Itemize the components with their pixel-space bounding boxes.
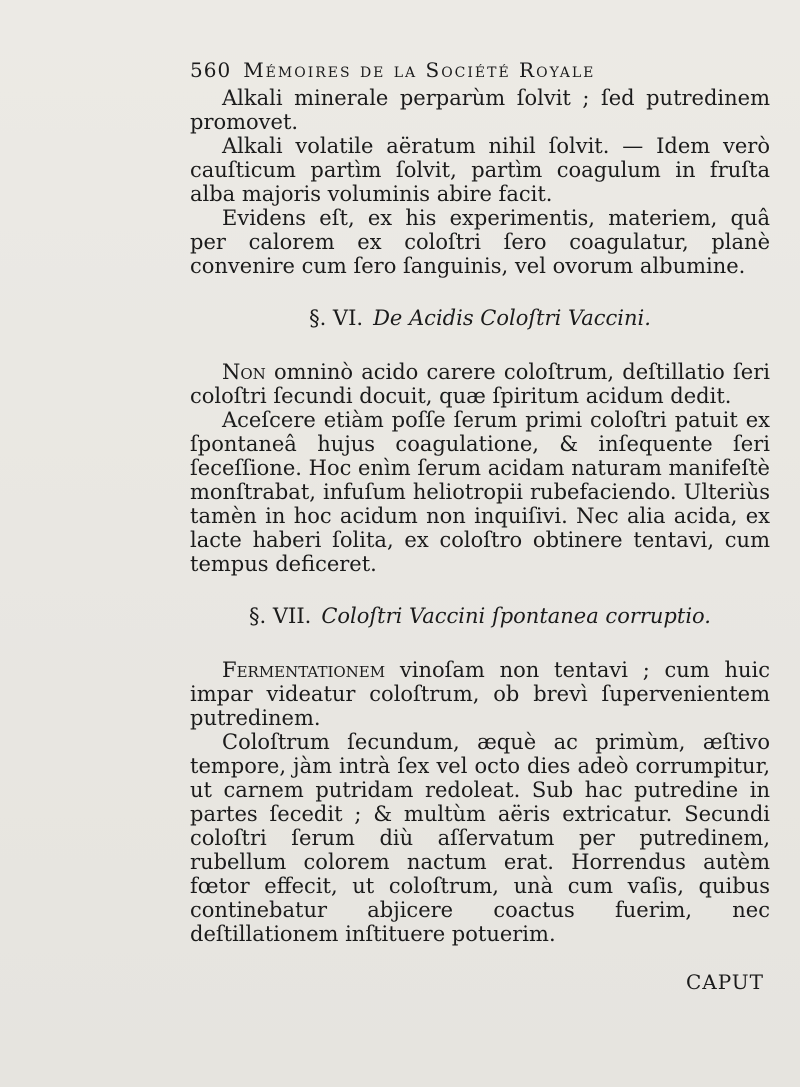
paragraph-alkali-minerale: Alkali minerale perparùm ſolvit ; ſed putredinem promovet.	[190, 86, 770, 134]
section-6-number: §. VI.	[309, 306, 364, 330]
page-number: 560	[190, 58, 232, 82]
catchword: CAPUT	[685, 970, 764, 994]
section-7-lead-word: Fermentationem	[222, 658, 386, 682]
section-6-lead-word: Non	[222, 360, 266, 384]
section-7-heading	[190, 604, 770, 628]
section-6-paragraph-1-text: omninò acido carere coloſtrum, deſtillatio ſeri coloſtri ſecundi docuit, quæ ſpiritum acidum dedit.	[190, 360, 770, 408]
running-title: Mémoires de la Société Royale	[243, 58, 596, 82]
section-7-paragraph-1-text: vinoſam non tentavi ; cum huic impar videatur coloſtrum, ob brevì ſupervenientem putredinem.	[190, 658, 770, 730]
running-header	[190, 58, 770, 82]
section-6-heading	[190, 306, 770, 330]
paragraph-evidens: Evidens eſt, ex his experimentis, materiem, quâ per calorem ex coloſtri ſero coagulatur, planè convenire cum ſero ſanguinis, vel ovorum albumine.	[190, 206, 770, 278]
section-6-title: De Acidis Coloſtri Vaccini.	[373, 306, 651, 330]
section-6-paragraph-2: Aceſcere etiàm poſſe ſerum primi coloſtri patuit ex ſpontaneâ hujus coagulatione, & inſequente ſeri ſeceſſione. Hoc enìm ſerum acidam naturam manifeſtè monſtrabat, infuſum heliotropii rubefaciendo. Ulteriùs tamèn in hoc acidum non inquiſivi. Nec alia acida, ex lacte haberi ſolita, ex coloſtro obtinere tentavi, cum tempus deficeret.	[190, 408, 770, 576]
text-block	[190, 58, 770, 946]
section-6-paragraph-1	[190, 360, 770, 408]
section-7-paragraph-2: Coloſtrum ſecundum, æquè ac primùm, æſtivo tempore, jàm intrà ſex vel octo dies adeò corrumpitur, ut carnem putridam redoleat. Sub hac putredine in partes ſecedit ; & multùm aëris extricatur. Secundi coloſtri ſerum diù aſſervatum per putredinem, rubellum colorem nactum erat. Horrendus autèm fœtor effecit, ut coloſtrum, unà cum vaſis, quibus continebatur abjicere coactus fuerim, nec deſtillationem inſtituere potuerim.	[190, 730, 770, 946]
section-7-paragraph-1	[190, 658, 770, 730]
section-7-title: Coloſtri Vaccini ſpontanea corruptio.	[321, 604, 711, 628]
section-7-number: §. VII.	[249, 604, 312, 628]
paragraph-alkali-volatile: Alkali volatile aëratum nihil ſolvit. — Idem verò cauſticum partìm ſolvit, partìm coagulum in fruſta alba majoris voluminis abire facit.	[190, 134, 770, 206]
